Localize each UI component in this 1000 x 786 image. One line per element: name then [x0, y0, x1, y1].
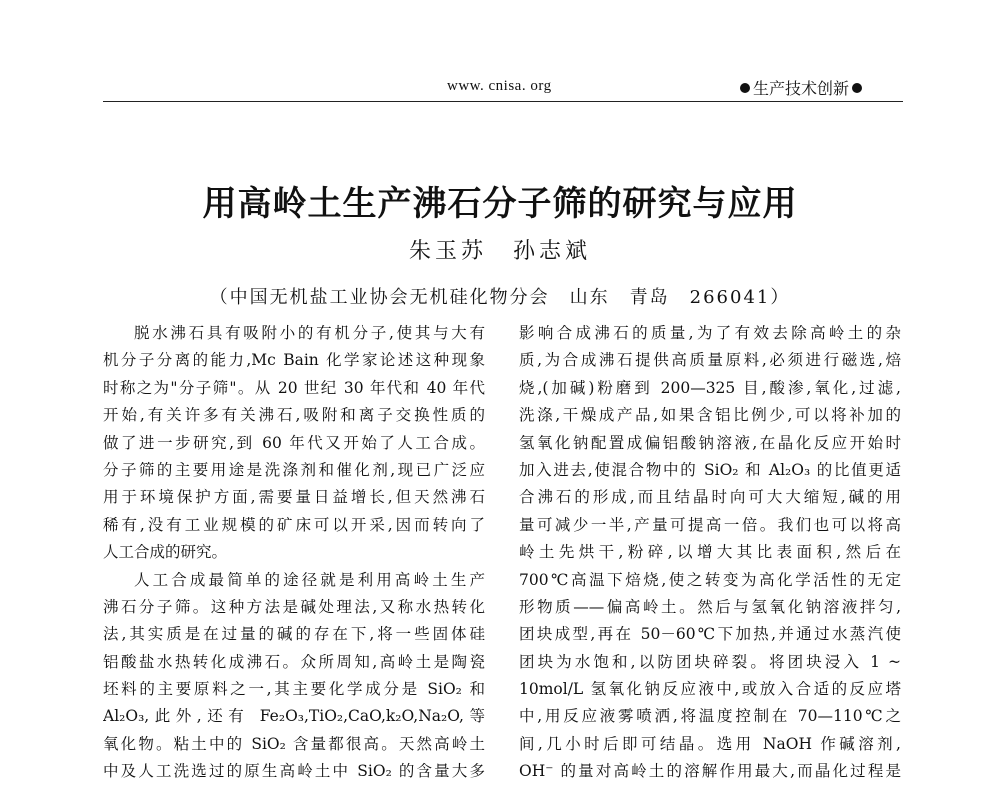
body-line: 影响合成沸石的质量,为了有效去除高岭土的杂: [519, 324, 901, 342]
body-line: 量可减少一半,产量可提高一倍。我们也可以将高: [519, 515, 901, 534]
journal-url: www. cnisa. org: [447, 78, 552, 94]
body-line: 坯料的主要原料之一,其主要化学成分是 SiO₂ 和: [103, 680, 485, 699]
body-line: OH⁻ 的量对高岭土的溶解作用最大,而晶化过程是: [519, 762, 901, 781]
body-line: 团块为水饱和,以防团块碎裂。将团块浸入 1 ~: [519, 652, 901, 671]
body-line: 沸石分子筛。这种方法是碱处理法,又称水热转化: [103, 597, 485, 616]
body-line: 洗涤,干燥成产品,如果含铝比例少,可以将补加的: [519, 406, 901, 425]
body-column-right: [519, 320, 901, 786]
section-label: [740, 76, 862, 99]
author-affiliation: （中国无机盐工业协会无机硅化物分会 山东 青岛 266041）: [209, 287, 791, 308]
body-line: 机分子分离的能力,Mc Bain 化学家论述这种现象: [103, 351, 485, 370]
body-line: 中及人工洗选过的原生高岭土中 SiO₂ 的含量大多: [103, 762, 485, 781]
body-line: 稀有,没有工业规模的矿床可以开采,因而转向了: [103, 515, 485, 534]
body-line: 人工合成的研究。: [103, 543, 228, 562]
body-line: 合沸石的形成,而且结晶时向可大大缩短,碱的用: [519, 488, 901, 507]
body-line: 700℃高温下焙烧,使之转变为高化学活性的无定: [519, 570, 901, 589]
body-line: 铝酸盐水热转化成沸石。众所周知,高岭土是陶瓷: [103, 652, 485, 671]
article-authors: 朱玉苏 孙志斌: [408, 239, 591, 264]
body-line: 法,其实质是在过量的碱的存在下,将一些固体硅: [103, 625, 485, 644]
body-line: 质,为合成沸石提供高质量原料,必须进行磁选,焙: [519, 351, 901, 370]
body-line: 10mol/L 氢氧化钠反应液中,或放入合适的反应塔: [519, 680, 901, 699]
body-line: 用于环境保护方面,需要量日益增长,但天然沸石: [103, 488, 485, 507]
body-line: 氢氧化钠配置成偏铝酸钠溶液,在晶化反应开始时: [519, 433, 901, 452]
section-label-text: 生产技术创新: [753, 79, 850, 98]
body-line: 中,用反应液雾喷洒,将温度控制在 70—110℃之: [519, 707, 901, 726]
body-line: 人工合成最简单的途径就是利用高岭土生产: [134, 570, 485, 589]
body-line: 氧化物。粘土中的 SiO₂ 含量都很高。天然高岭土: [103, 734, 485, 753]
body-line: Al₂O₃,此外,还有 Fe₂O₃,TiO₂,CaO,k₂O,Na₂O,等: [103, 707, 485, 726]
body-line: 形物质——偏高岭土。然后与氢氧化钠溶液拌匀,: [519, 597, 901, 616]
body-line: 开始,有关许多有关沸石,吸附和离子交换性质的: [103, 406, 485, 425]
body-line: 加入进去,使混合物中的 SiO₂ 和 Al₂O₃ 的比值更适: [519, 460, 901, 479]
body-line: 脱水沸石具有吸附小的有机分子,使其与大有: [134, 324, 485, 342]
body-line: 团块成型,再在 50－60℃下加热,并通过水蒸汽使: [519, 625, 901, 644]
body-line: 分子筛的主要用途是洗涤剂和催化剂,现已广泛应: [103, 460, 485, 479]
bullet-icon: [740, 83, 750, 93]
bullet-icon: [852, 83, 862, 93]
article-title: 用高岭土生产沸石分子筛的研究与应用: [202, 184, 798, 224]
body-line: 做了进一步研究,到 60 年代又开始了人工合成。: [103, 433, 485, 452]
body-column-left: [103, 320, 485, 786]
header-divider: [103, 101, 903, 102]
body-line: 时称之为"分子筛"。从 20 世纪 30 年代和 40 年代: [103, 378, 485, 397]
body-line: 烧,(加碱)粉磨到 200—325 目,酸渗,氧化,过滤,: [519, 378, 901, 397]
body-line: 岭土先烘干,粉碎,以增大其比表面积,然后在: [519, 543, 901, 562]
body-line: 间,几小时后即可结晶。选用 NaOH 作碱溶剂,: [519, 734, 901, 753]
